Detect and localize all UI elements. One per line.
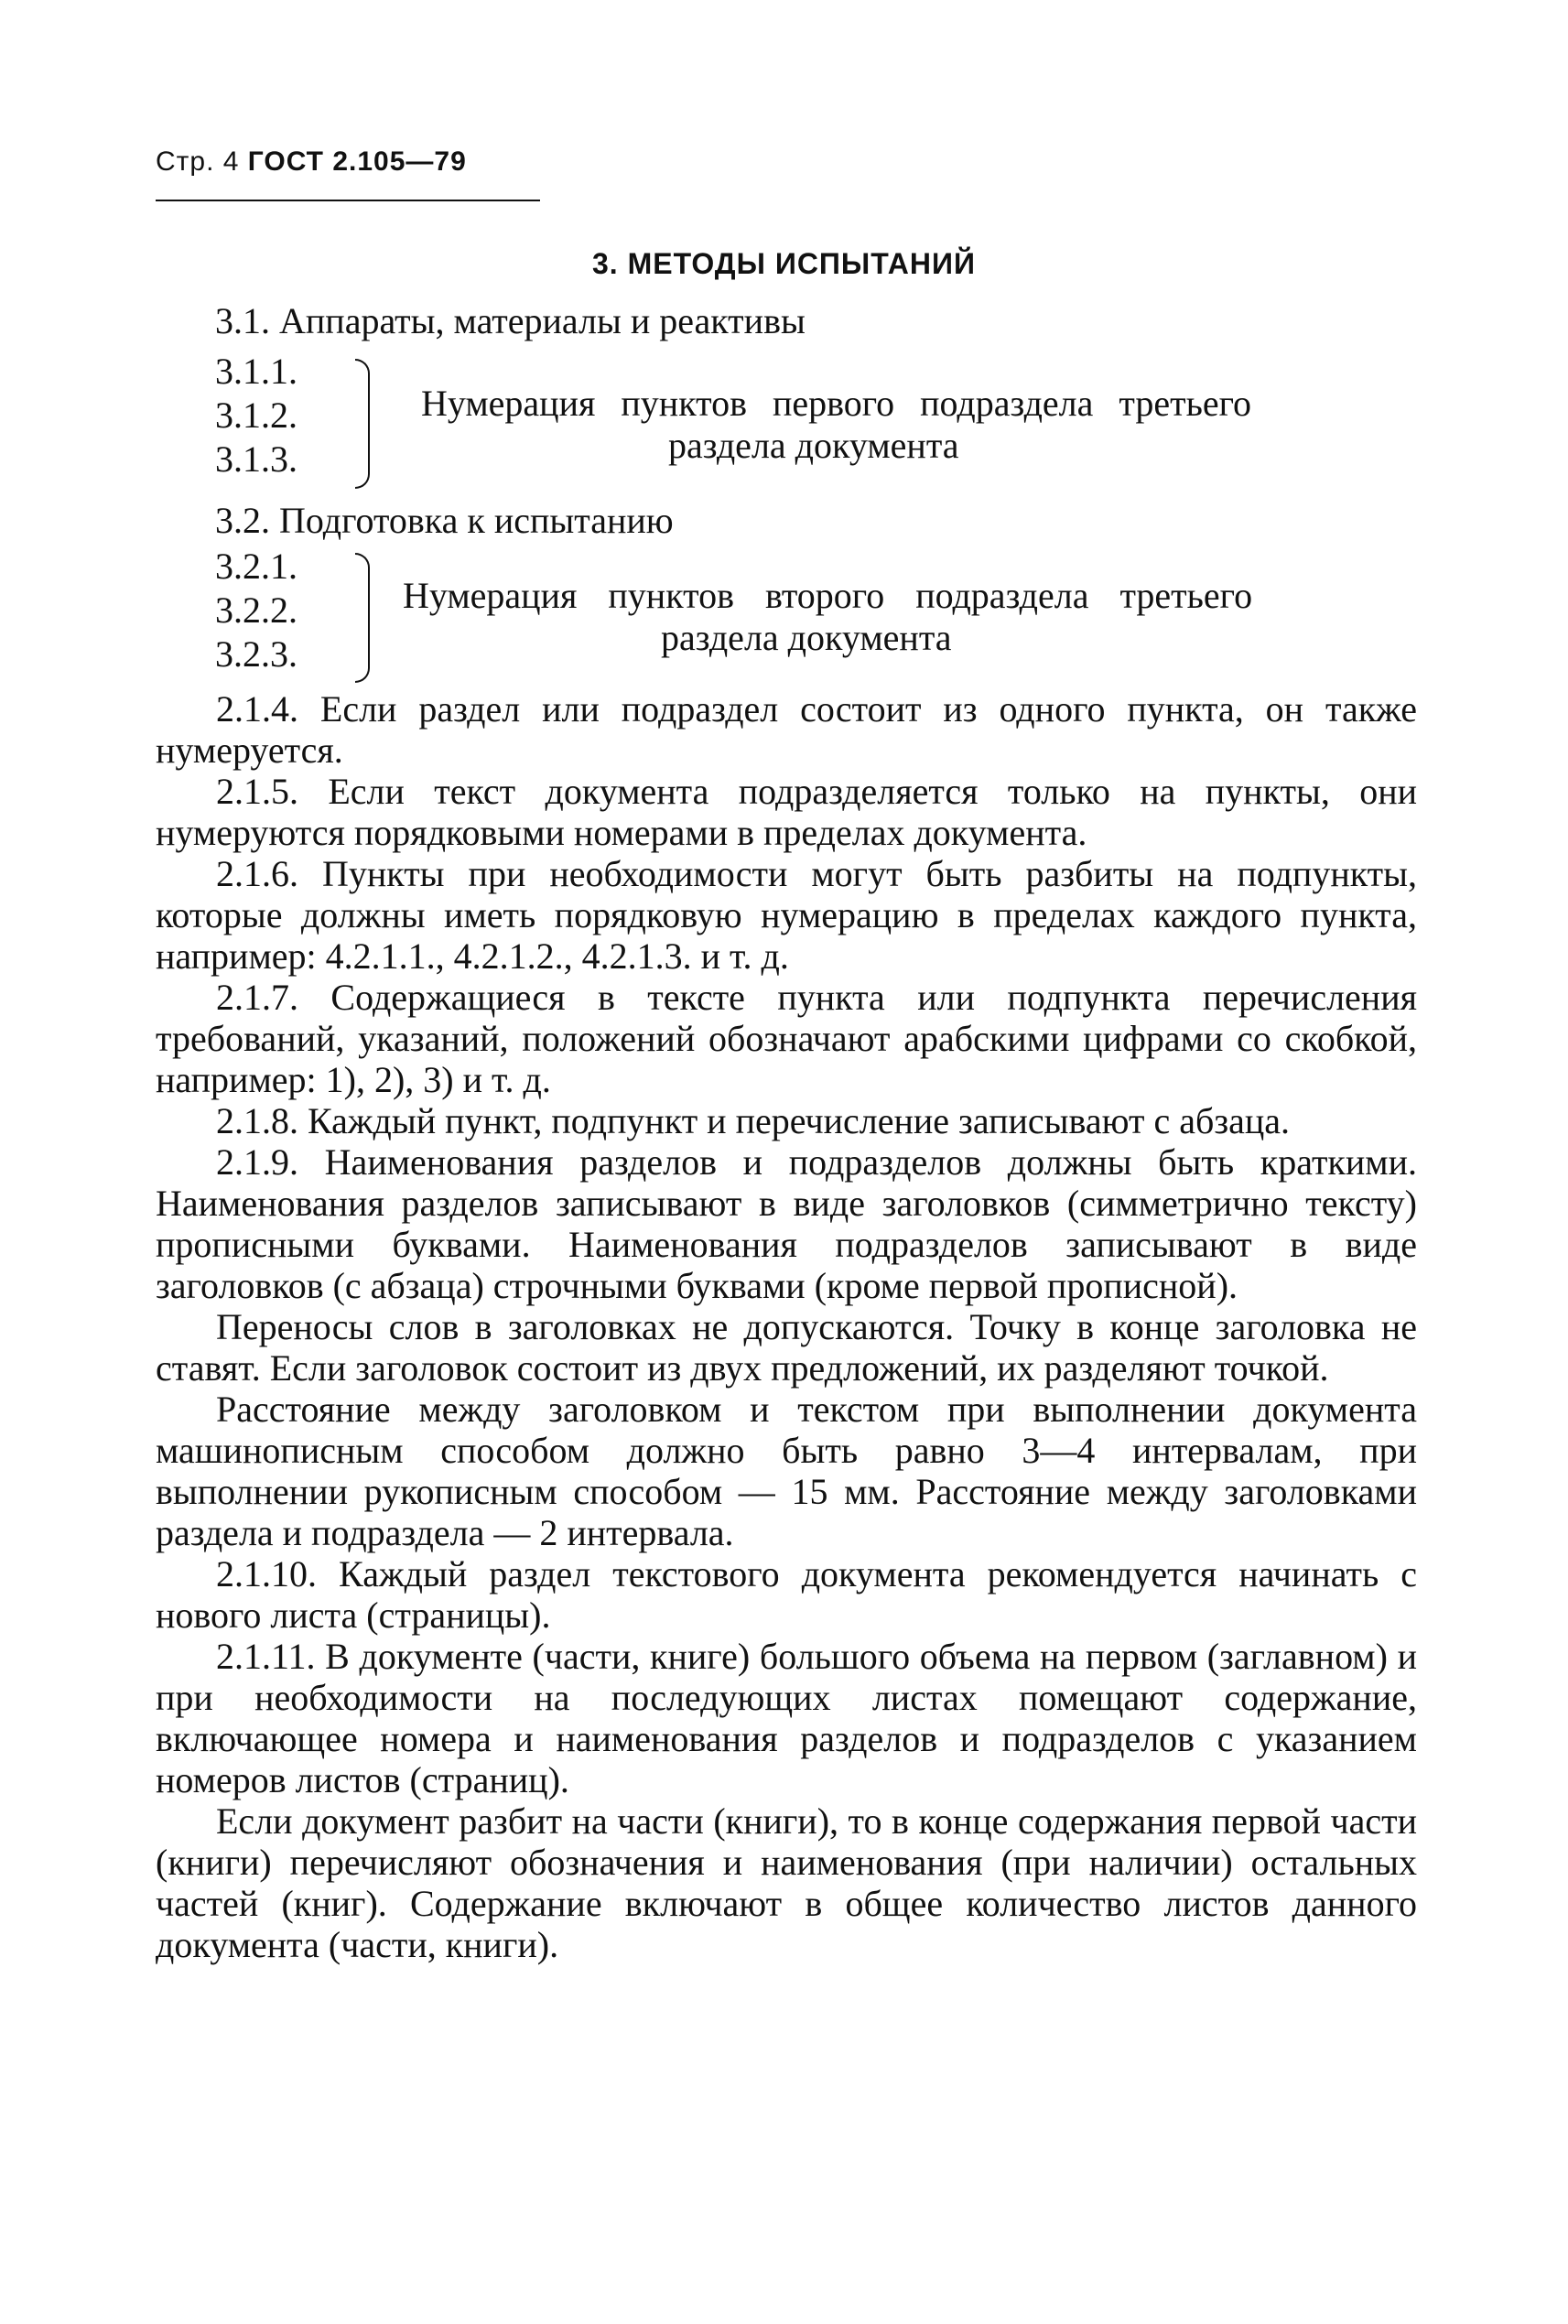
numbering-note: Нумерация пунктов второго подраздела третьего [403, 575, 1253, 616]
body-text [156, 688, 1417, 1965]
grouping-brace [355, 553, 370, 683]
paragraph: 2.1.4. Если раздел или подраздел состоит из одного пункта, он также нумеруется. [156, 688, 1417, 771]
clause-number: 3.1.3. [215, 438, 297, 480]
paragraph: 2.1.7. Содержащиеся в тексте пункта или подпункта перечисления требований, указаний, положений обозначают арабскими цифрами со скобкой, например: 1), 2), 3) и т. д. [156, 977, 1417, 1100]
paragraph: 2.1.11. В документе (части, книге) большого объема на первом (заглавном) и при необходимости на последующих листах помещают содержание, включающее номера и наименования разделов и подразделов с указанием номеров листов (страниц). [156, 1636, 1417, 1800]
clause-number: 3.1.2. [215, 395, 297, 436]
page-number: Стр. 4 [156, 146, 240, 177]
paragraph: 2.1.9. Наименования разделов и подразделов должны быть краткими. Наименования разделов записывают в виде заголовков (симметрично тексту) прописными буквами. Наименования подразделов записывают в виде заголовков (с абзаца) строчными буквами (кроме первой прописной). [156, 1141, 1417, 1306]
page-header [156, 146, 540, 178]
section-title: 3. МЕТОДЫ ИСПЫТАНИЙ [592, 247, 976, 280]
clause-number: 3.2.3. [215, 633, 297, 675]
numbering-note: раздела документа [661, 617, 952, 658]
clause-number: 3.2.1. [215, 546, 297, 587]
clause-number: 3.2.2. [215, 589, 297, 631]
subsection-title: 3.2. Подготовка к испытанию [215, 500, 674, 541]
paragraph: 2.1.6. Пункты при необходимости могут быть разбиты на подпункты, которые должны иметь порядковую нумерацию в пределах каждого пункта, например: 4.2.1.1., 4.2.1.2., 4.2.1.3. и т. д. [156, 853, 1417, 977]
paragraph: Переносы слов в заголовках не допускаются. Точку в конце заголовка не ставят. Если заголовок состоит из двух предложений, их разделяют точкой. [156, 1306, 1417, 1389]
standard-designation: ГОСТ 2.105—79 [247, 146, 467, 177]
numbering-note: раздела документа [668, 425, 959, 466]
clause-number: 3.1.1. [215, 351, 297, 392]
numbering-note: Нумерация пунктов первого подраздела третьего [421, 383, 1251, 424]
paragraph: Если документ разбит на части (книги), то в конце содержания первой части (книги) перечисляют обозначения и наименования (при наличии) остальных частей (книг). Содержание включают в общее количество листов данного документа (части, книги). [156, 1800, 1417, 1965]
paragraph: 2.1.10. Каждый раздел текстового документа рекомендуется начинать с нового листа (страницы). [156, 1553, 1417, 1636]
grouping-brace [355, 359, 370, 489]
paragraph: 2.1.5. Если текст документа подразделяется только на пункты, они нумеруются порядковыми номерами в пределах документа. [156, 771, 1417, 853]
paragraph: Расстояние между заголовком и текстом при выполнении документа машинописным способом должно быть равно 3—4 интервалам, при выполнении рукописным способом — 15 мм. Расстояние между заголовками раздела и подраздела — 2 интервала. [156, 1389, 1417, 1553]
header-divider [156, 200, 540, 201]
paragraph: 2.1.8. Каждый пункт, подпункт и перечисление записывают с абзаца. [216, 1100, 1291, 1141]
subsection-title: 3.1. Аппараты, материалы и реактивы [215, 300, 806, 341]
